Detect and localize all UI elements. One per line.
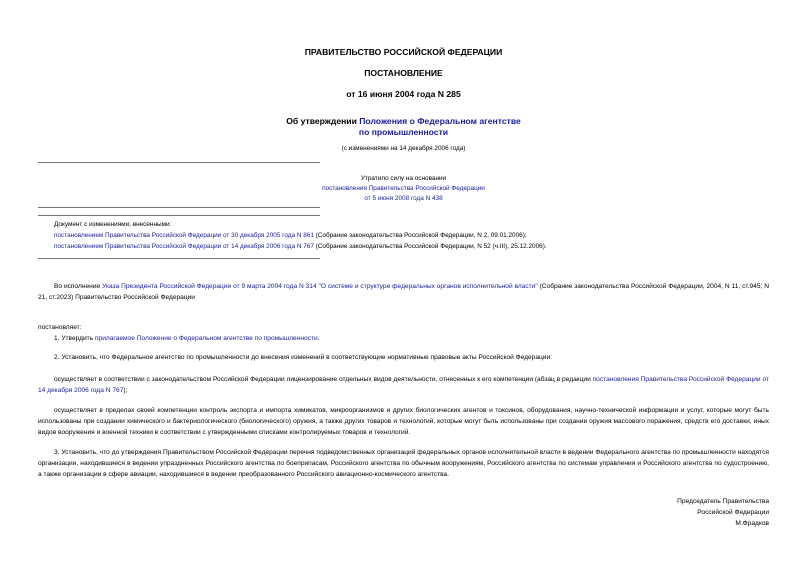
expired-link-date[interactable]: от 5 июня 2008 года N 438 xyxy=(364,195,443,202)
title-link-regulation-line2[interactable]: по промышленности xyxy=(358,127,449,137)
paragraph-1 xyxy=(54,333,320,344)
p1-end: . xyxy=(317,335,320,342)
paragraph-2a xyxy=(38,374,769,396)
title-prefix: Об утверждении xyxy=(286,116,360,126)
preamble-start: Во исполнение xyxy=(54,283,103,290)
separator-line xyxy=(38,162,320,163)
preamble-link-decree[interactable]: Указа Президента Российской Федерации от 9 марта 2004 года N 314 "О системе и структуре федеральных органов исполнительной власти" xyxy=(102,283,538,290)
changes-link-861[interactable]: постановлением Правительства Российской Федерации от 30 декабря 2005 года N 861 xyxy=(54,232,314,239)
paragraph-2: 2. Установить, что Федеральное агентство по промышленности до внесения изменений в соответствующие нормативные правовые акты Российской Федерации: xyxy=(54,354,552,361)
p2a-start: осуществляет в соответствии с законодательством Российской Федерации лицензирование отдельных видов деятельности, отнесенных к его компетенции (абзац в редакции xyxy=(54,376,593,383)
p2a-end: ); xyxy=(123,387,128,394)
separator-line xyxy=(38,258,320,259)
document-title xyxy=(0,116,807,138)
paragraph-2b: осуществляет в пределах своей компетенции контроль экспорта и импорта химикатов, микроорганизмов и других биологических агентов и токсинов, оборудования, научно-технической информации и услуг, которые могут быть использованы при создании химического и бактериологического (биологического) оружия, а также других товаров и технологий, которые могут быть использованы при создании оружия массового поражения, средств его доставки, иных видов вооружения и военной техники в соответствии с утвержденными списками контролируемых товаров и технологий. xyxy=(38,407,769,436)
expired-notice xyxy=(0,174,807,204)
expired-text: Утратило силу на основании xyxy=(360,175,447,182)
title-link-regulation[interactable]: Положения о Федеральном агентстве xyxy=(359,116,521,126)
changes-item-source: (Собрание законодательства Российской Федерации, N 2, 09.01.2006); xyxy=(313,232,527,239)
changes-link-767[interactable]: постановлением Правительства Российской Федерации от 14 декабря 2006 года N 767 xyxy=(54,243,314,250)
changes-item-source: (Собрание законодательства Российской Федерации, N 52 (ч.III), 25.12.2006). xyxy=(313,243,547,250)
separator-line xyxy=(38,207,320,208)
signature-title: Председатель Правительства xyxy=(677,498,769,505)
preamble-rest: (Собрание законодательства Российской Федерации, 2004, N 11, ст.945; N 21, ст.2023) Правительство Российской Федерации xyxy=(38,283,769,301)
expired-link-resolution[interactable]: постановления Правительства Российской Федерации xyxy=(322,185,485,192)
changes-block xyxy=(54,219,547,252)
p1-link-regulation[interactable]: прилагаемое Положение о Федеральном агентстве по промышленности xyxy=(94,335,318,342)
separator-line xyxy=(38,215,320,216)
amendments-note: (с изменениями на 14 декабря 2006 года) xyxy=(341,145,466,152)
paragraph-3: 3. Установить, что до утверждения Правительством Российской Федерации перечня подведомственных организаций федеральных органов исполнительной власти в ведении Федерального агентства по промышленности находятся организации, находившиеся в ведении упраздненных Российского агентства по боеприпасам, Российского агентства по обычным вооружениям, Российского агентства по системам управления и Российского агентства по судостроению, а также организации в сфере авиации, находившиеся в ведении преобразованного Российского авиационно-космического агентства. xyxy=(38,449,769,478)
header-date-number: от 16 июня 2004 года N 285 xyxy=(346,89,461,99)
p1-start: 1. Утвердить xyxy=(54,335,95,342)
preamble-paragraph xyxy=(38,281,769,303)
changes-item xyxy=(54,241,547,252)
resolves-text: постановляет: xyxy=(38,324,82,331)
header-government: ПРАВИТЕЛЬСТВО РОССИЙСКОЙ ФЕДЕРАЦИИ xyxy=(304,47,503,57)
changes-intro: Документ с изменениями, внесенными: xyxy=(54,221,172,228)
changes-item xyxy=(54,230,547,241)
signature-block xyxy=(677,496,769,529)
signature-org: Российской Федерации xyxy=(697,509,769,516)
p2a-link-resolution-767[interactable]: постановления Правительства Российской Федерации от 14 декабря 2006 года N 767 xyxy=(38,376,769,394)
header-doc-type: ПОСТАНОВЛЕНИЕ xyxy=(364,68,443,78)
signature-name: М.Фрадков xyxy=(735,520,769,527)
